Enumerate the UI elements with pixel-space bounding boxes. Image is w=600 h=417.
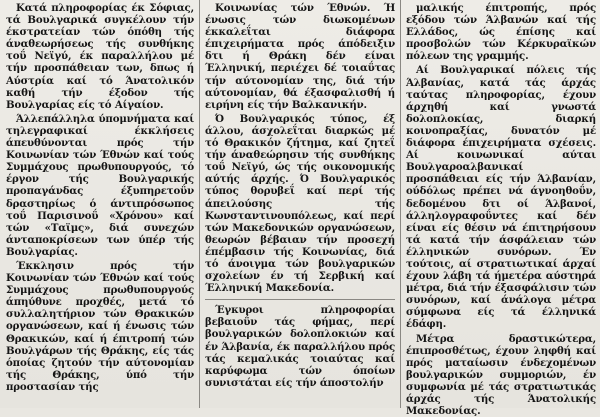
- article-paragraph: Κοινωνίας τών Έθνών. Ή ένωσις τών διωκομένων έκκαλεΐται διάφορα έπιχειρήματα πρός άπόδειξιν δτι ή Θράκη δέν είναι Έλληνική, περιέχει δέ τοιαΰτας τήν αύτονομίαν της, διά τήν αύτονομίαν, θά έξασφαλισθή ή ειρήνη είς τήν Βαλκανικήν.: [205, 2, 395, 111]
- article-paragraph: Αί Βουλγαρικαί πόλεις τής Άλβανίας, κατά τάς άρχάς ταύτας πληροφορίας, έχουν άρχηθή καί γνωστά δολοπλοκίας, διαρκή κοινοπραξίας, δυνατόν μέ διάφορα έπιχειρήματα σχέσεις. Αί κοινωνικαί αύται Βουλγαροαλβανικαί προσπάθειαι είς τήν Άλβανίαν, ούδόλως πρέπει νά άγνοηθοΰν, δεδομένου δτι οί Άλβανοί, άλληλογραφοΰντες καί δέν είναι είς θέσιν νά έπιτηρήσουν τά κατά τήν άσφάλειαν τών έλληνικών συνόρων. Έν τούτοις, αί στρατιωτικαί άρχαί έχουν λάβη τά ήμετέρα αύστηρά μέτρα, διά τήν έξασφάλισιν τών συνόρων, καί άνάλογα μέτρα σύμφωνα είς τά έλληνικά έδάφη.: [406, 64, 596, 331]
- article-paragraph: Άλλεπάλληλα ύπομνήματα καί τηλεγραφικαί έκκλήσεις άπευθύνονται πρός τήν Κοινωνίαν τών Έθνών καί τούς Συμμάχους πρωθυπουργούς, τό έργον τής Βουλγαρικής προπαγάνδας έξυπηρετοΰν δραστηρίως ό άντιπρόσωπος τοΰ Παρισινοΰ «Χρόνου» καί τών «Ταϊμς», διά συνεχών άνταποκρίσεων των ύπέρ τής Βουλγαρίας.: [6, 112, 194, 258]
- column-2: [205, 2, 395, 408]
- column-divider: [400, 0, 401, 408]
- article-paragraph: Κατά πληροφορίας έκ Σόφιας, τά Βουλγαρικά συγκέλουν τήν έκστρατείαν τών όπόθη τής άναθεωρήσεως τής συνθήκης τοΰ Νεϊγύ, έκ παραλλήλου μέ τήν προσπάθειαν των, δπως ή Αύστρία καί τό Άνατολικόν καθή τήν έξοδον τής Βουλγαρίας είς τό Αίγαίον.: [6, 2, 194, 111]
- article-paragraph: Μέτρα δραστικώτερα, έπιπροσθέτως, έχουν ληφθή καί πρός ματαίωσιν ένδεχομένων βουλγαρικών συμμοριών, έν συμφωνία μέ τάς στρατιωτικάς άρχάς τής Άνατολικής Μακεδονίας.: [406, 332, 596, 417]
- column-3: [406, 2, 596, 417]
- column-1: [6, 2, 194, 408]
- section-divider: [205, 299, 395, 300]
- article-paragraph: μαλικής έπιτροπής, πρός εξόδου τών Άλβανών καί τής Ελλάδος, ώς έπίσης καί προσβολών τών Κέρκυραϊκών πόλεων της γραμμής.: [406, 2, 596, 63]
- article-paragraph: Έκκλησιν πρός τήν Κοινωνίαν τών Έθνών καί τούς Συμμάχους πρωθυπουργούς άπηύθυνε προχθές, μετά τό συλλαλητήριον τών Θρακικών οργανώσεων, καί ή ένωσις τών Θρακικών, καί ή έπιτροπή τών Βουλγάρων τής Θράκης, είς τάς όποίας ζητούν τήν αύτονομίαν τής Θράκης, ύπό τήν προστασίαν τής: [6, 259, 194, 393]
- column-divider: [199, 0, 200, 408]
- article-paragraph: Ό Βουλγαρικός τύπος, έξ άλλου, άσχολεΐται διαρκώς μέ τό Θρακικόν ζήτημα, καί ζητεΐ τήν άναθεώρησιν τής συνθήκης τοΰ Νεϊγύ, ώς τής οικονομικής αύτής άρχής. Ό Βουλγαρικός τύπος θορυβεΐ καί περί τής άπειλούσης τής Κωνσταντινουπόλεως, καί περί τών Μακεδονικών οργανώσεων, θεωρών βέβαιαν τήν προσεχή έπέμβασιν τής Κοινωνίας, διά τό άνοιγμα τών βουλγαρικών σχολείων έν τή Σερβική καί Έλληνική Μακεδονία.: [205, 112, 395, 295]
- article-paragraph: Έγκυροι πληροφορίαι βεβαιοΰν τάς φήμας, περί βουλγαρικών δολοπλοκιών καί έν Άλβανία, έκ παραλλήλου πρός τάς κεμαλικάς τοιαύτας καί καρύφωμα τών όποίων συνιστάται είς τήν άποστολήν: [205, 304, 395, 389]
